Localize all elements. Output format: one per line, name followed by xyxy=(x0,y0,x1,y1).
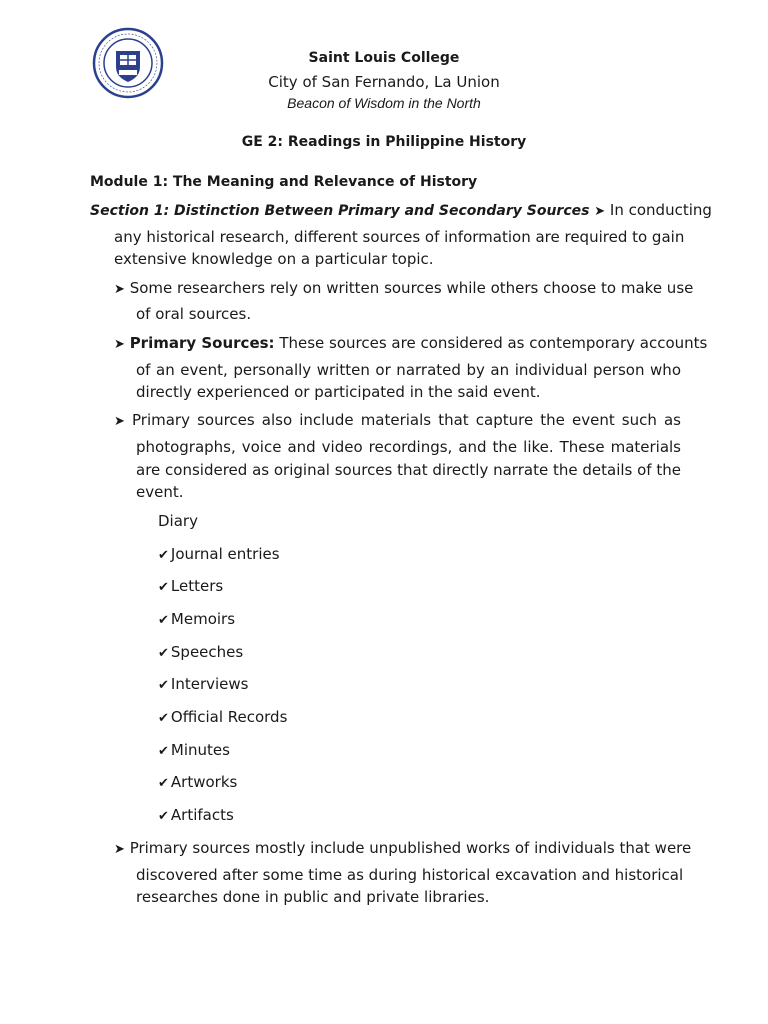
list-item-label: Interviews xyxy=(170,675,249,693)
list-item-label: Minutes xyxy=(170,741,230,759)
intro-line: In conducting xyxy=(609,201,712,219)
intro-line: extensive knowledge on a particular topic. xyxy=(114,250,434,268)
list-item-label: Journal entries xyxy=(170,545,280,563)
course-title: GE 2: Readings in Philippine History xyxy=(241,134,527,150)
arrow-bullet-icon: ➤ xyxy=(114,414,125,429)
list-item xyxy=(158,707,287,729)
arrow-bullet-icon: ➤ xyxy=(114,337,125,352)
list-item-label: Diary xyxy=(158,512,198,530)
bullet-text: event. xyxy=(136,483,184,501)
check-icon: ✔ xyxy=(158,678,169,693)
check-icon: ✔ xyxy=(158,809,169,824)
section-heading xyxy=(90,200,712,222)
bullet-text: photographs, voice and video recordings, and the like. These materials xyxy=(136,438,681,456)
list-item-label: Artifacts xyxy=(170,806,234,824)
list-item-label: Speeches xyxy=(170,643,244,661)
bullet-text: of an event, personally written or narrated by an individual person who xyxy=(136,361,681,379)
section-title: Section 1: Distinction Between Primary and Secondary Sources xyxy=(90,203,590,219)
list-item-label: Memoirs xyxy=(170,610,236,628)
college-city: City of San Fernando, La Union xyxy=(268,73,500,91)
bullet-text: These sources are considered as contemporary accounts xyxy=(279,334,708,352)
check-icon: ✔ xyxy=(158,711,169,726)
check-icon: ✔ xyxy=(158,646,169,661)
bullet-text: researches done in public and private libraries. xyxy=(136,888,490,906)
list-item xyxy=(158,642,243,664)
list-item xyxy=(158,740,230,762)
arrow-bullet-icon: ➤ xyxy=(114,282,125,297)
list-item xyxy=(158,576,223,598)
arrow-bullet-icon: ➤ xyxy=(594,204,606,219)
list-item xyxy=(158,609,235,631)
list-item-label: Artworks xyxy=(170,773,238,791)
bullet-text: Primary sources also include materials that capture the event such as xyxy=(132,411,681,429)
check-icon: ✔ xyxy=(158,580,169,595)
check-icon: ✔ xyxy=(158,548,169,563)
bullet-text: Primary sources mostly include unpublished works of individuals that were xyxy=(129,839,692,857)
module-title: Module 1: The Meaning and Relevance of History xyxy=(90,174,478,190)
check-icon: ✔ xyxy=(158,776,169,791)
list-item xyxy=(158,674,248,696)
list-item xyxy=(158,544,280,566)
list-item-label: Letters xyxy=(170,577,224,595)
list-item xyxy=(158,772,237,794)
intro-line: any historical research, different sources of information are required to gain xyxy=(114,228,685,246)
check-icon: ✔ xyxy=(158,613,169,628)
list-item-label: Official Records xyxy=(170,708,288,726)
bullet-text: are considered as original sources that directly narrate the details of the xyxy=(136,461,681,479)
list-item xyxy=(158,805,234,827)
college-motto: Beacon of Wisdom in the North xyxy=(287,95,481,111)
bullet-3 xyxy=(114,410,681,432)
bullet-2 xyxy=(114,333,708,355)
bullet-text: of oral sources. xyxy=(136,305,252,323)
bullet-1 xyxy=(114,278,693,300)
bullet-text: Some researchers rely on written sources while others choose to make use xyxy=(129,279,694,297)
bullet-4 xyxy=(114,838,692,860)
college-name: Saint Louis College xyxy=(308,50,460,66)
arrow-bullet-icon: ➤ xyxy=(114,842,125,857)
bullet-text: discovered after some time as during historical excavation and historical xyxy=(136,866,684,884)
check-icon: ✔ xyxy=(158,744,169,759)
primary-sources-label: Primary Sources: xyxy=(129,334,275,352)
list-item xyxy=(158,511,198,531)
bullet-text: directly experienced or participated in the said event. xyxy=(136,383,541,401)
